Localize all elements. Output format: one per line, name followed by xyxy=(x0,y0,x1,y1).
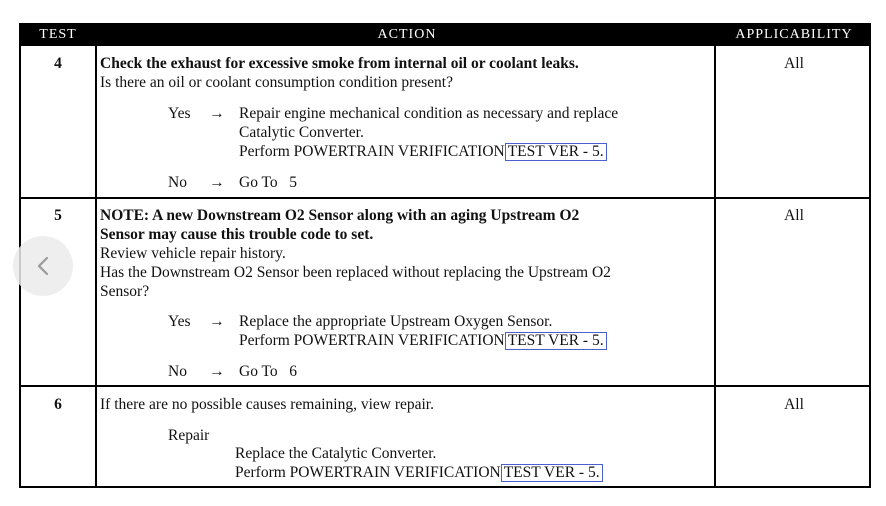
yes-action-line: Catalytic Converter. xyxy=(239,124,364,141)
note-line: Sensor may cause this trouble code to set. xyxy=(100,226,374,243)
yes-label: Yes xyxy=(168,105,191,122)
action-question: Is there an oil or coolant consumption condition present? xyxy=(100,74,453,91)
action-heading: Check the exhaust for excessive smoke from internal oil or coolant leaks. xyxy=(100,55,579,72)
column-divider xyxy=(714,25,716,486)
action-text: Review vehicle repair history. xyxy=(100,245,286,262)
no-action: Go To 6 xyxy=(239,363,298,380)
yes-action-line: Perform POWERTRAIN VERIFICATION TEST VER - 5. xyxy=(239,142,709,161)
yes-label: Yes xyxy=(168,313,191,330)
test-ver-5-link[interactable]: TEST VER - 5. xyxy=(505,143,607,161)
action-cell xyxy=(100,206,712,301)
note-line: NOTE: A new Downstream O2 Sensor along with an aging Upstream O2 xyxy=(100,207,580,224)
test-number: 4 xyxy=(54,55,62,72)
arrow-icon: → xyxy=(209,174,225,191)
repair-action-line: Perform POWERTRAIN VERIFICATION TEST VER - 5. xyxy=(235,463,705,482)
applicability-value: All xyxy=(784,396,804,413)
no-action: Go To 5 xyxy=(239,174,298,191)
action-question: Sensor? xyxy=(100,283,150,300)
table-header xyxy=(21,25,869,46)
action-cell xyxy=(100,54,712,92)
column-divider xyxy=(95,25,97,486)
row-divider xyxy=(21,197,869,199)
yes-action-line: Perform POWERTRAIN VERIFICATION TEST VER - 5. xyxy=(239,331,709,350)
repair-action xyxy=(235,444,705,482)
applicability-value: All xyxy=(784,55,804,72)
test-ver-5-link[interactable]: TEST VER - 5. xyxy=(501,464,603,482)
header-test: TEST xyxy=(39,27,77,42)
header-action: ACTION xyxy=(377,27,437,42)
chevron-left-icon xyxy=(36,256,50,276)
arrow-icon: → xyxy=(209,313,225,330)
yes-action xyxy=(239,104,709,161)
test-number: 6 xyxy=(54,396,62,413)
row-divider xyxy=(21,385,869,387)
action-question: Has the Downstream O2 Sensor been replaced without replacing the Upstream O2 xyxy=(100,264,611,281)
arrow-icon: → xyxy=(209,105,225,122)
action-text: If there are no possible causes remaining, view repair. xyxy=(100,396,434,413)
diagnostic-table xyxy=(19,23,871,488)
yes-action xyxy=(239,312,709,350)
yes-action-line: Replace the appropriate Upstream Oxygen Sensor. xyxy=(239,313,553,330)
no-label: No xyxy=(168,174,187,191)
arrow-icon: → xyxy=(209,363,225,380)
applicability-value: All xyxy=(784,207,804,224)
no-label: No xyxy=(168,363,187,380)
repair-action-line: Replace the Catalytic Converter. xyxy=(235,445,437,462)
yes-action-line: Repair engine mechanical condition as necessary and replace xyxy=(239,105,619,122)
back-button[interactable] xyxy=(13,236,73,296)
test-number: 5 xyxy=(54,207,62,224)
repair-label: Repair xyxy=(168,427,210,444)
test-ver-5-link[interactable]: TEST VER - 5. xyxy=(505,332,607,350)
header-applicability: APPLICABILITY xyxy=(735,27,853,42)
